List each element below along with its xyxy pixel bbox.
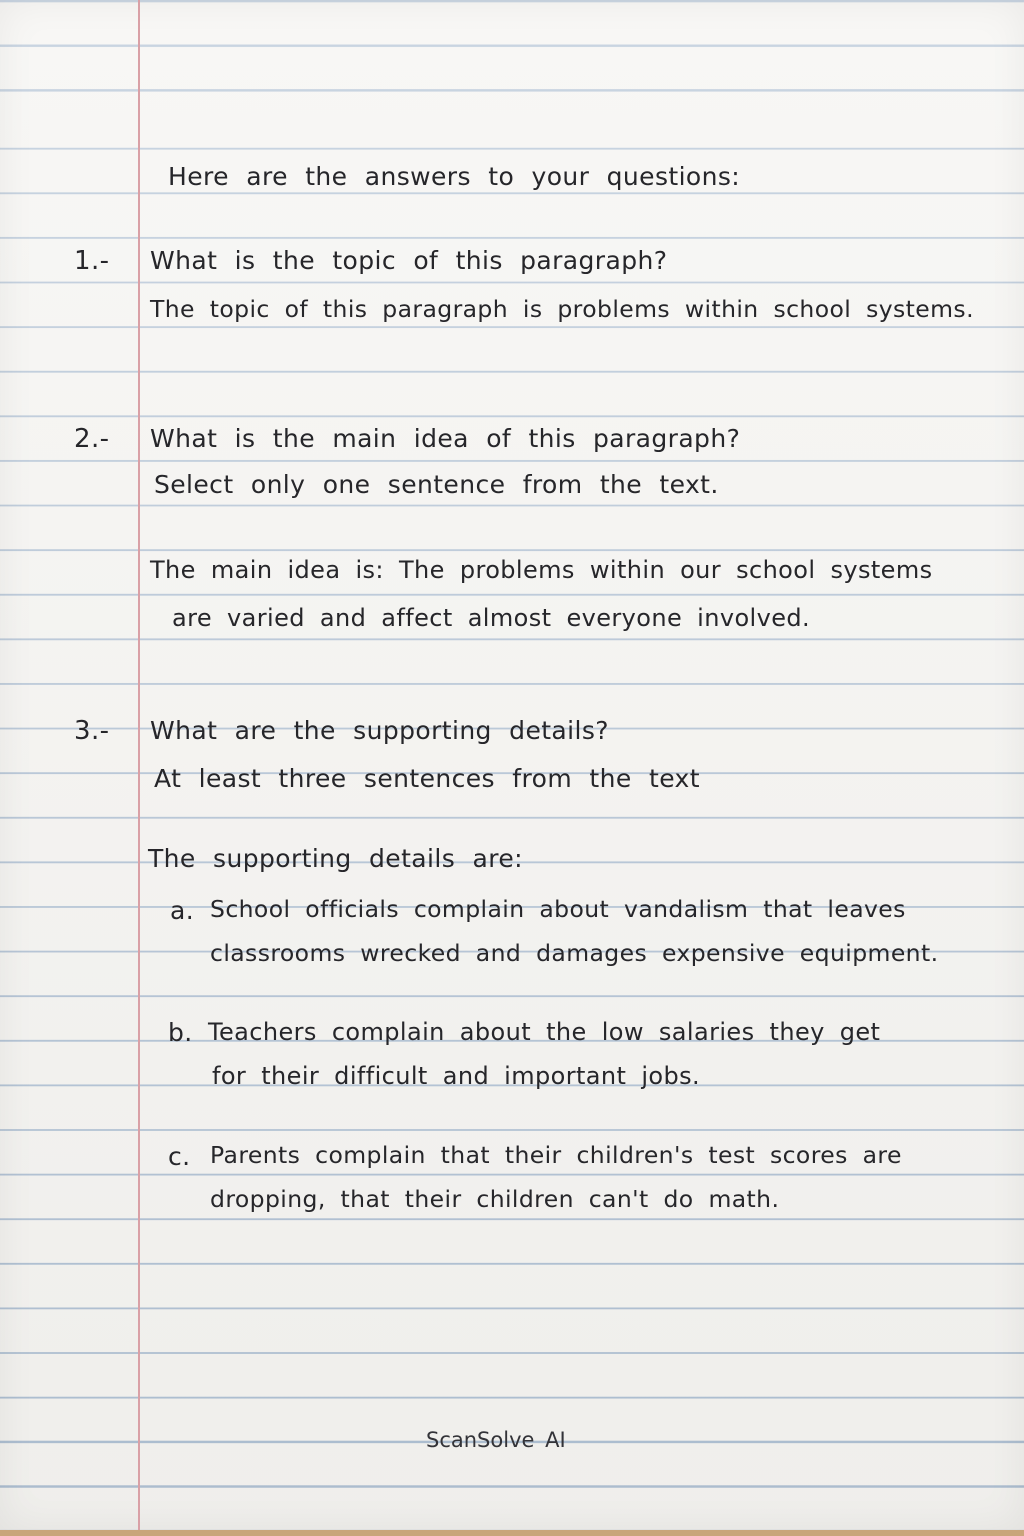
question-3-instruction: At least three sentences from the text — [154, 764, 700, 793]
question-1-text: What is the topic of this paragraph? — [150, 246, 668, 275]
detail-c-letter: c. — [168, 1142, 191, 1171]
question-2-number: 2.- — [74, 424, 110, 454]
question-2-instruction: Select only one sentence from the text. — [154, 470, 719, 499]
red-margin-line — [138, 0, 140, 1530]
detail-c-line-1: Parents complain that their children's test scores are — [210, 1141, 902, 1169]
intro-text: Here are the answers to your questions: — [168, 162, 741, 191]
detail-c-line-2: dropping, that their children can't do math. — [210, 1185, 780, 1213]
question-3-text: What are the supporting details? — [150, 716, 609, 745]
detail-b-line-2: for their difficult and important jobs. — [212, 1062, 701, 1090]
question-2-text: What is the main idea of this paragraph? — [150, 424, 741, 453]
footer-brand: ScanSolve AI — [426, 1428, 566, 1452]
answer-2-line-2: are varied and affect almost everyone involved. — [172, 604, 811, 632]
answer-1-text: The topic of this paragraph is problems within school systems. — [150, 295, 974, 323]
supporting-details-lead: The supporting details are: — [148, 844, 523, 873]
detail-a-line-2: classrooms wrecked and damages expensive equipment. — [210, 939, 939, 967]
question-3-number: 3.- — [74, 716, 110, 746]
question-1-number: 1.- — [74, 246, 110, 276]
detail-a-line-1: School officials complain about vandalism that leaves — [210, 895, 906, 923]
answer-2-line-1: The main idea is: The problems within our school systems — [150, 556, 933, 584]
detail-b-letter: b. — [168, 1018, 193, 1047]
detail-b-line-1: Teachers complain about the low salaries they get — [208, 1018, 881, 1046]
detail-a-letter: a. — [170, 896, 195, 925]
